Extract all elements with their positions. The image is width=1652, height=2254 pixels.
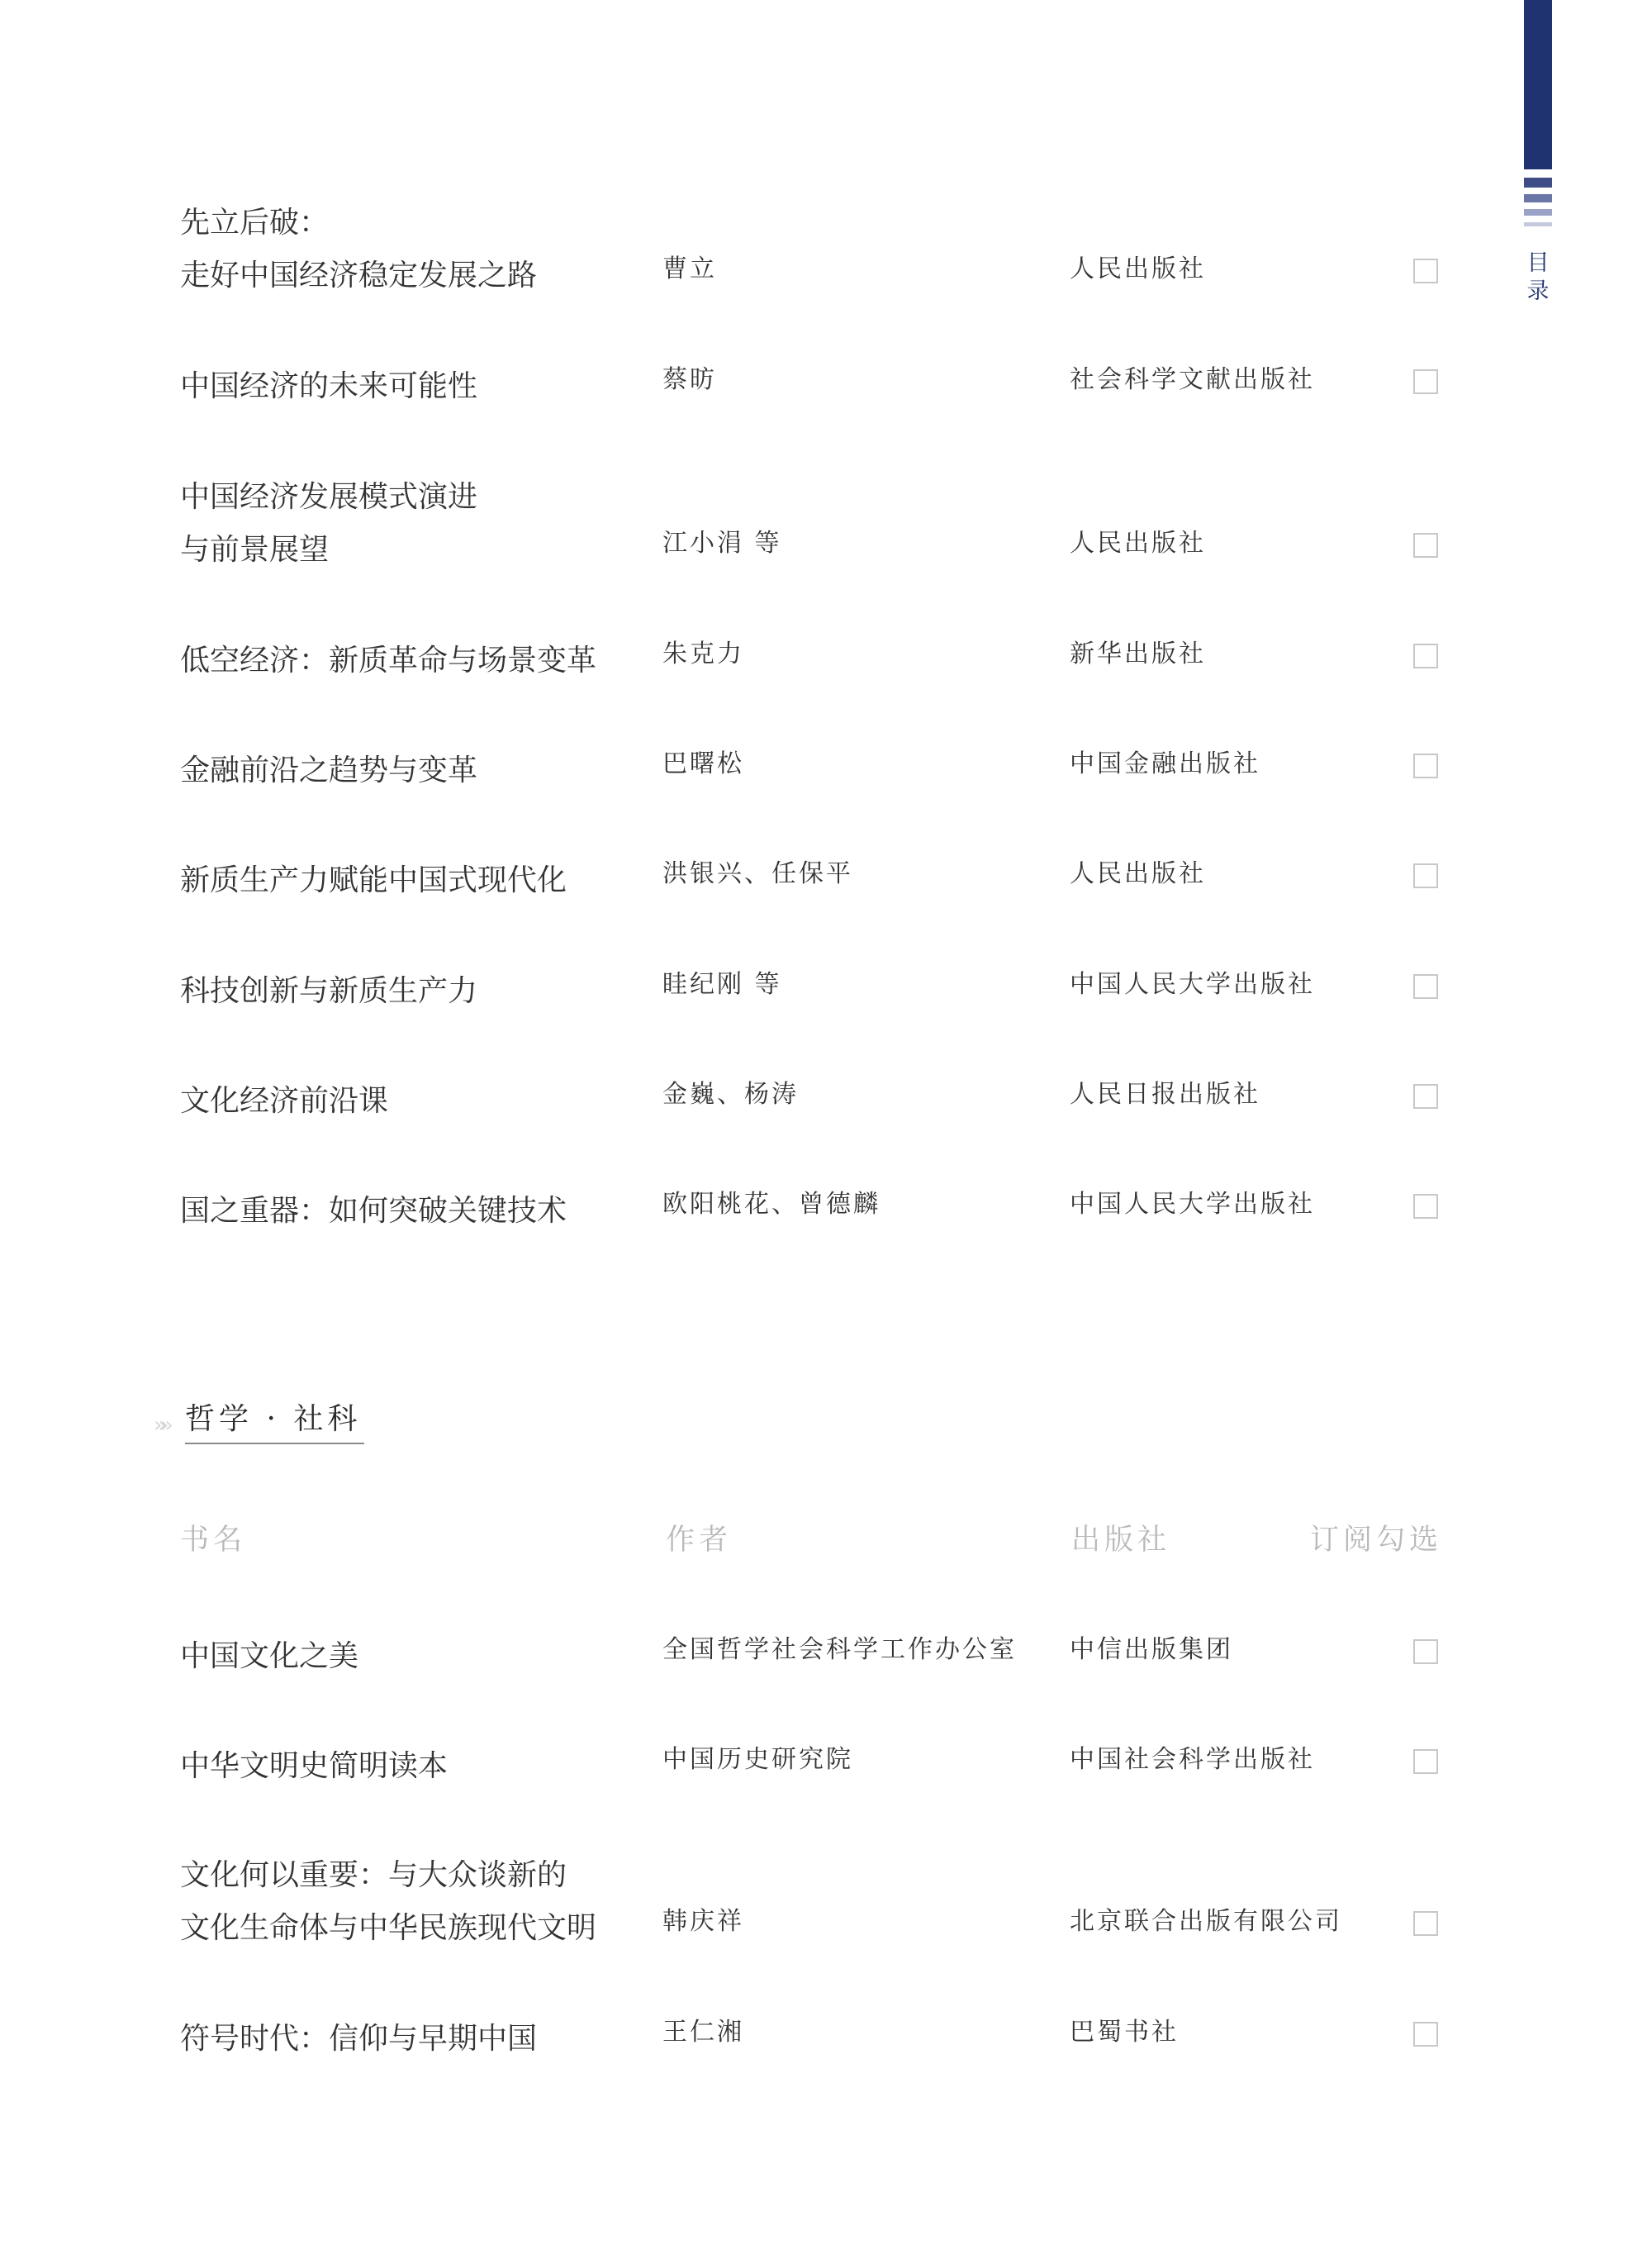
book-title-line: 中国经济发展模式演进 bbox=[180, 480, 478, 514]
book-title-line: 走好中国经济稳定发展之路 bbox=[180, 259, 538, 292]
column-header-author: 作者 bbox=[666, 1524, 733, 1557]
column-header-subscribe: 订阅勾选 bbox=[1310, 1524, 1443, 1557]
table-row bbox=[0, 841, 1652, 907]
book-title-line: 中国文化之美 bbox=[180, 1639, 359, 1673]
book-author: 巴曙松 bbox=[662, 749, 744, 778]
book-publisher: 巴蜀书社 bbox=[1070, 2018, 1179, 2047]
book-title bbox=[180, 1727, 659, 1793]
book-publisher: 人民出版社 bbox=[1070, 254, 1206, 283]
subscribe-checkbox[interactable] bbox=[1413, 369, 1438, 394]
book-author: 韩庆祥 bbox=[662, 1907, 744, 1936]
book-title-line: 文化经济前沿课 bbox=[180, 1084, 389, 1118]
book-author: 蔡昉 bbox=[662, 365, 717, 394]
column-header-title: 书名 bbox=[180, 1524, 247, 1557]
table-row bbox=[0, 1062, 1652, 1128]
table-row bbox=[0, 952, 1652, 1018]
book-author: 欧阳桃花、曾德麟 bbox=[662, 1190, 881, 1219]
book-title bbox=[180, 621, 659, 687]
book-title-line: 中国经济的未来可能性 bbox=[180, 369, 478, 403]
book-author: 朱克力 bbox=[662, 640, 744, 668]
book-title-line: 符号时代：信仰与早期中国 bbox=[180, 2022, 538, 2056]
subscribe-checkbox[interactable] bbox=[1413, 754, 1438, 778]
book-title-line: 金融前沿之趋势与变革 bbox=[180, 754, 478, 787]
table-row bbox=[0, 347, 1652, 413]
subscribe-checkbox[interactable] bbox=[1413, 2022, 1438, 2047]
subscribe-checkbox[interactable] bbox=[1413, 259, 1438, 283]
subscribe-checkbox[interactable] bbox=[1413, 1194, 1438, 1219]
book-publisher: 新华出版社 bbox=[1070, 640, 1206, 668]
table-row bbox=[0, 1836, 1652, 1955]
book-publisher: 中国人民大学出版社 bbox=[1070, 1190, 1315, 1219]
book-title bbox=[180, 2000, 659, 2066]
table-row bbox=[0, 2000, 1652, 2066]
book-title-line: 国之重器：如何突破关键技术 bbox=[180, 1194, 567, 1228]
table-row bbox=[0, 1727, 1652, 1793]
book-author: 全国哲学社会科学工作办公室 bbox=[662, 1635, 1017, 1664]
book-publisher: 人民出版社 bbox=[1070, 859, 1206, 888]
book-publisher: 北京联合出版有限公司 bbox=[1070, 1907, 1342, 1936]
book-author: 中国历史研究院 bbox=[662, 1745, 853, 1774]
book-title-line: 文化何以重要：与大众谈新的 bbox=[180, 1858, 567, 1892]
subscribe-checkbox[interactable] bbox=[1413, 1911, 1438, 1936]
book-publisher: 中信出版集团 bbox=[1070, 1635, 1233, 1664]
subscribe-checkbox[interactable] bbox=[1413, 1749, 1438, 1774]
book-title bbox=[180, 183, 659, 302]
book-title bbox=[180, 731, 659, 797]
table-row bbox=[0, 458, 1652, 577]
book-title-line: 先立后破： bbox=[180, 206, 330, 240]
book-title-line: 新质生产力赋能中国式现代化 bbox=[180, 863, 567, 897]
book-author: 眭纪刚 等 bbox=[662, 970, 782, 999]
book-title bbox=[180, 841, 659, 907]
book-title bbox=[180, 458, 659, 577]
book-title bbox=[180, 952, 659, 1018]
book-title-line: 与前景展望 bbox=[180, 533, 330, 567]
subscribe-checkbox[interactable] bbox=[1413, 1639, 1438, 1664]
subscribe-checkbox[interactable] bbox=[1413, 644, 1438, 668]
table-row bbox=[0, 731, 1652, 797]
subscribe-checkbox[interactable] bbox=[1413, 533, 1438, 558]
double-chevron-icon: »» bbox=[154, 1413, 167, 1438]
book-title-line: 中华文明史简明读本 bbox=[180, 1749, 449, 1783]
book-publisher: 人民出版社 bbox=[1070, 529, 1206, 558]
book-publisher: 中国人民大学出版社 bbox=[1070, 970, 1315, 999]
book-title bbox=[180, 1062, 659, 1128]
book-title bbox=[180, 1836, 659, 1955]
book-publisher: 中国社会科学出版社 bbox=[1070, 1745, 1315, 1774]
book-author: 曹立 bbox=[662, 254, 717, 283]
book-author: 江小涓 等 bbox=[662, 529, 782, 558]
book-publisher: 中国金融出版社 bbox=[1070, 749, 1260, 778]
book-publisher: 社会科学文献出版社 bbox=[1070, 365, 1315, 394]
book-title bbox=[180, 347, 659, 413]
subscribe-checkbox[interactable] bbox=[1413, 863, 1438, 888]
book-title bbox=[180, 1172, 659, 1238]
book-title-line: 低空经济：新质革命与场景变革 bbox=[180, 644, 597, 678]
side-tab-label[interactable]: 目录 bbox=[1526, 250, 1550, 304]
subscribe-checkbox[interactable] bbox=[1413, 1084, 1438, 1109]
subscribe-checkbox[interactable] bbox=[1413, 974, 1438, 999]
book-publisher: 人民日报出版社 bbox=[1070, 1080, 1260, 1109]
book-author: 洪银兴、任保平 bbox=[662, 859, 853, 888]
book-title bbox=[180, 1617, 659, 1683]
book-author: 金巍、杨涛 bbox=[662, 1080, 799, 1109]
book-author: 王仁湘 bbox=[662, 2018, 744, 2047]
book-title-line: 科技创新与新质生产力 bbox=[180, 974, 478, 1008]
table-row bbox=[0, 1172, 1652, 1238]
section-title: 哲学 · 社科 bbox=[185, 1396, 364, 1444]
column-header-publisher: 出版社 bbox=[1071, 1524, 1171, 1557]
table-row bbox=[0, 621, 1652, 687]
book-title-line: 文化生命体与中华民族现代文明 bbox=[180, 1911, 597, 1945]
table-row bbox=[0, 1617, 1652, 1683]
table-row bbox=[0, 183, 1652, 302]
side-tab-bar bbox=[1524, 0, 1552, 169]
